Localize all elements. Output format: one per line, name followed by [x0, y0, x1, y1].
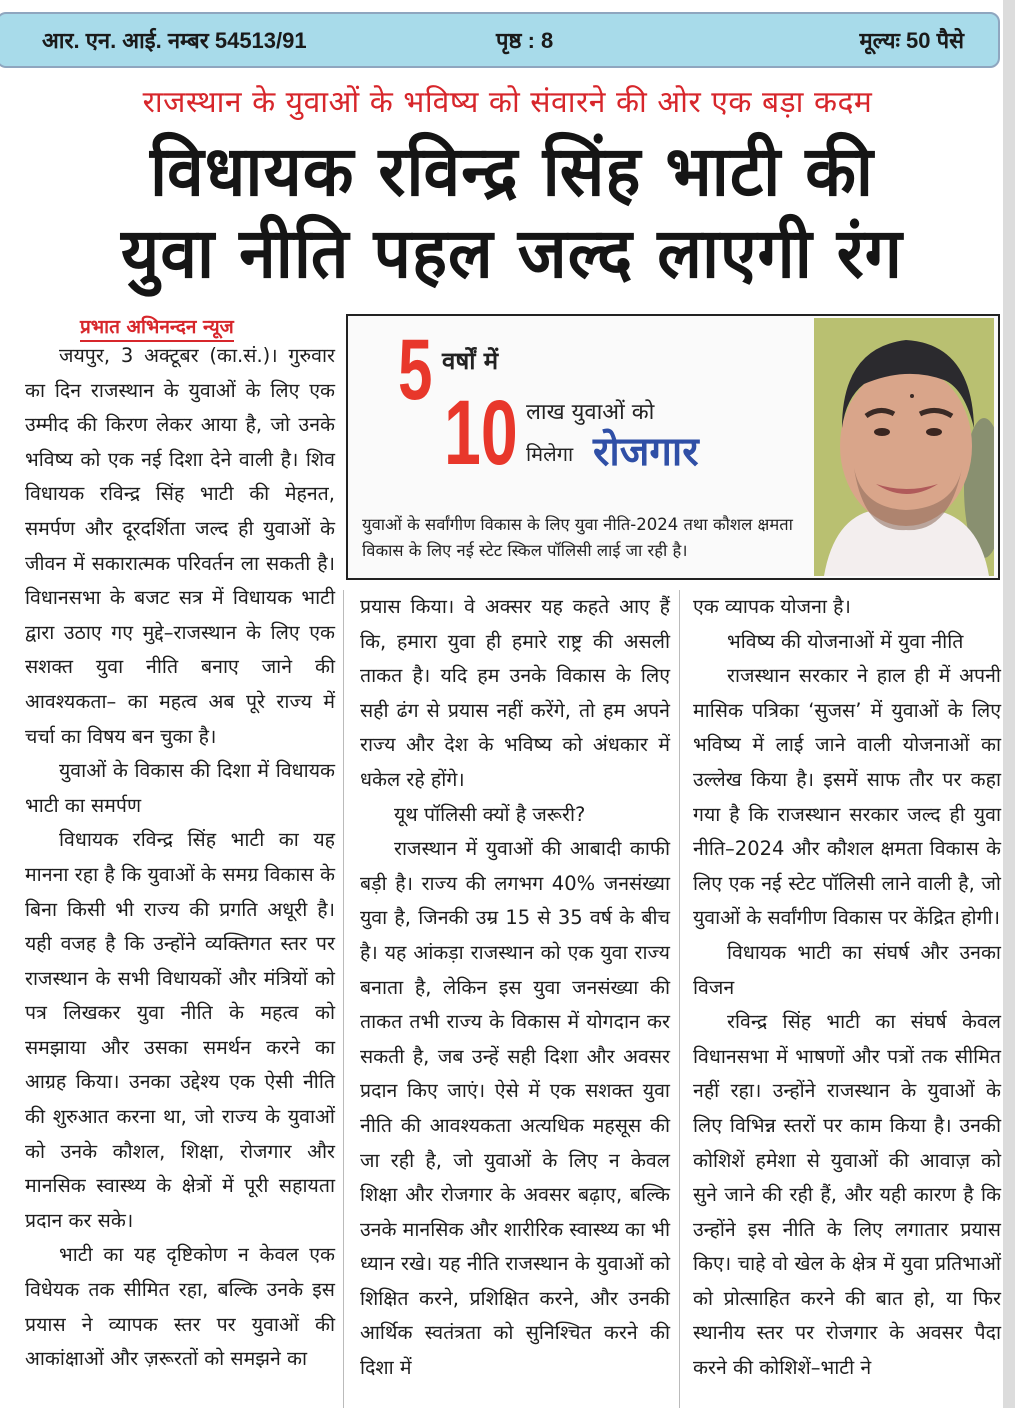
stat-lakh-number: 10 [444, 382, 518, 484]
stat-milega: मिलेगा [526, 442, 574, 466]
paragraph: विधायक रविन्द्र सिंह भाटी का यह मानना रहा है कि युवाओं के समग्र विकास के बिना किसी भी राज्य की प्रगति अधूरी है। यही वजह है कि उन्होंने व्यक्तिगत स्तर पर राजस्थान के सभी विधायकों और मंत्रियों को पत्र लिखकर युवा नीति के महत्व को समझाया और उसका समर्थन करने का आग्रह किया। उनका उद्देश्य एक ऐसी नीति की शुरुआत करना था, जो राज्य के युवाओं को उनके कौशल, शिक्षा, रोजगार और मानसिक स्वास्थ्य के क्षेत्रों में पूरी सहायता प्रदान कर सके। [25, 828, 335, 1232]
masthead-bar [0, 12, 1000, 68]
info-caption: युवाओं के सर्वांगीण विकास के लिए युवा नीति-2024 तथा कौशल क्षमता विकास के लिए नई स्टेट स्किल पॉलिसी लाई जा रही है। [362, 515, 793, 560]
right-eye [926, 428, 942, 436]
headline-line-1: विधायक रविन्द्र सिंह भाटी की [150, 131, 874, 212]
paragraph: रविन्द्र सिंह भाटी का संघर्ष केवल विधानसभा में भाषणों और पत्रों तक सीमित नहीं रहा। उन्होंने राजस्थान के युवाओं के लिए विभिन्न स्तरों पर काम किया है। उनकी कोशिशें हमेशा से युवाओं की आवाज़ को सुने जाने की रही हैं, और यही कारण है कि उन्होंने इस नीति के लिए लगातार प्रयास किए। चाहे वो खेल के क्षेत्र में युवा प्रतिभाओं को प्रोत्साहित करने की बात हो, या फिर स्थानीय स्तर पर रोजगार के अवसर पैदा करने की कोशिशें–भाटी ने [693, 1010, 1001, 1380]
subheading: यूथ पॉलिसी क्यों है जरूरी? [394, 802, 586, 826]
left-eye [874, 428, 890, 436]
page-edge [1003, 0, 1015, 1408]
stat-rojgar: रोजगार [593, 429, 699, 475]
headline-line-2: युवा नीति पहल जल्द लाएगी रंग [121, 213, 903, 294]
subheading: युवाओं के विकास की दिशा में विधायक भाटी का समर्पण [25, 759, 335, 817]
stat-years-number: 5 [398, 322, 433, 418]
article-column-3 [693, 590, 1001, 1386]
rni-number: आर. एन. आई. नम्बर 54513/91 [42, 28, 307, 53]
paragraph: जयपुर, 3 अक्टूबर (का.सं.)। गुरुवार का दिन राजस्थान के युवाओं के लिए एक उम्मीद की किरण लेकर आया है, जो उनके भविष्य को एक नई दिशा देने वाली है। शिव विधायक रविन्द्र सिंह भाटी की मेहनत, समर्पण और दूरदर्शिता जल्द ही युवाओं के जीवन में सकारात्मक परिवर्तन ला सकती है। विधानसभा के बजट सत्र में विधायक भाटी द्वारा उठाए गए मुद्दे–राजस्थान के लिए एक सशक्त युवा नीति बनाए जाने की आवश्यकता– का महत्व अब पूरे राज्य में चर्चा का विषय बन चुका है। [25, 344, 335, 748]
subheading: विधायक भाटी का संघर्ष और उनका विजन [693, 940, 1001, 999]
article-column-1 [25, 339, 335, 1377]
stat-years-label: वर्षों में [442, 347, 499, 375]
portrait-photo [814, 318, 994, 576]
stat-lakh-label: लाख युवाओं को [526, 400, 655, 425]
paragraph: राजस्थान में युवाओं की आबादी काफी बड़ी है। राज्य की लगभग 40% जनसंख्या युवा है, जिनकी उम्र 15 से 35 वर्ष के बीच है। यह आंकड़ा राजस्थान को एक युवा राज्य बनाता है, लेकिन इस युवा जनसंख्या की ताकत तभी राज्य के विकास में योगदान कर सकती है, जब उन्हें सही दिशा और अवसर प्रदान किए जाएं। ऐसे में एक सशक्त युवा नीति की आवश्यकता अत्यधिक महसूस की जा रही है, जो युवाओं के लिए न केवल शिक्षा और रोजगार के अवसर बढ़ाए, बल्कि उनके मानसिक और शारीरिक स्वास्थ्य का भी ध्यान रखे। यह नीति राजस्थान के युवाओं को शिक्षित करने, प्रशिक्षित करने, और उनकी आर्थिक स्वतंत्रता को सुनिश्चित करने की दिशा में [360, 837, 670, 1380]
kicker-subheadline: राजस्थान के युवाओं के भविष्य को संवारने की ओर एक बड़ा कदम [142, 85, 873, 120]
byline: प्रभात अभिनन्दन न्यूज [80, 313, 234, 342]
paragraph: प्रयास किया। वे अक्सर यह कहते आए हैं कि, हमारा युवा ही हमारे राष्ट्र की असली ताकत है। यदि हम उनके विकास के लिए सही ढंग से प्रयास नहीं करेंगे, तो हम अपने राज्य और देश के भविष्य को अंधकार में धकेल रहे होंगे। [360, 595, 670, 791]
subheading: भविष्य की योजनाओं में युवा नीति [727, 629, 964, 653]
article-column-2 [360, 590, 670, 1386]
tilak-dot [910, 394, 914, 398]
page-number: पृष्ठ : 8 [496, 28, 554, 53]
paragraph: राजस्थान सरकार ने हाल ही में अपनी मासिक पत्रिका ‘सुजस’ में युवाओं के लिए भविष्य में लाई जाने वाली योजनाओं का उल्लेख किया है। इसमें साफ तौर पर कहा गया है कि राजस्थान सरकार जल्द ही युवा नीति–2024 और कौशल क्षमता विकास के लिए एक नई स्टेट पॉलिसी लाने वाली है, जो युवाओं के सर्वांगीण विकास पर केंद्रित होगी। [693, 664, 1001, 930]
price: मूल्यः 50 पैसे [859, 28, 964, 53]
face [840, 366, 972, 526]
paragraph: एक व्यापक योजना है। [693, 595, 851, 618]
column-divider [679, 590, 680, 1408]
portrait-illustration [814, 318, 994, 576]
column-divider [343, 590, 344, 1408]
paragraph: भाटी का यह दृष्टिकोण न केवल एक विधेयक तक सीमित रहा, बल्कि उनके इस प्रयास ने व्यापक स्तर पर युवाओं की आकांक्षाओं और ज़रूरतों को समझने का [25, 1243, 335, 1371]
